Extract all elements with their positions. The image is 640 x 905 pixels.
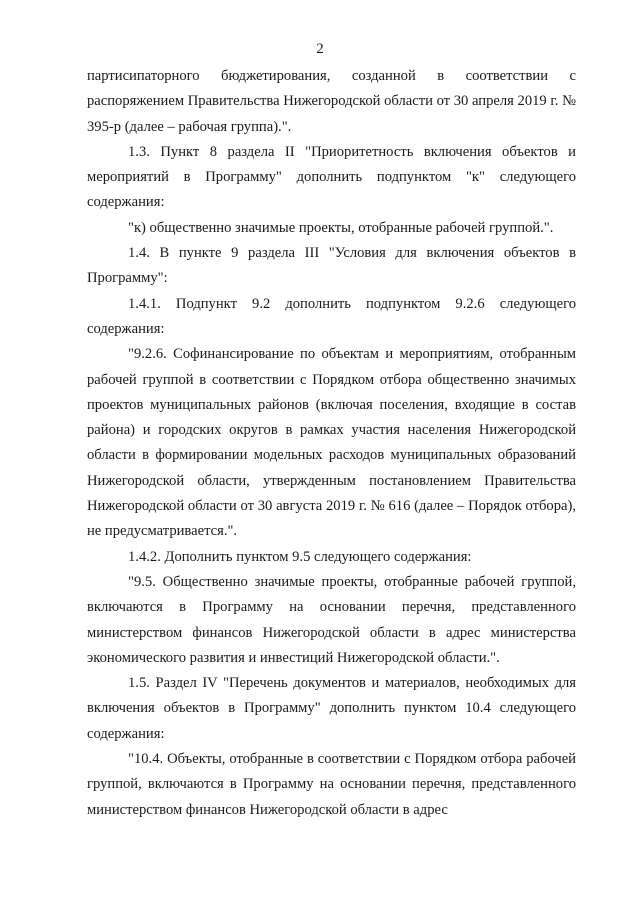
paragraph: "10.4. Объекты, отобранные в соответствии с Порядком отбора рабочей группой, включаются в Программу на основании перечня, представленного министерством финансов Нижегородской области в адрес — [87, 751, 576, 818]
paragraph: 1.4.2. Дополнить пунктом 9.5 следующего содержания: — [128, 548, 472, 565]
paragraph: 1.4.1. Подпункт 9.2 дополнить подпунктом 9.2.6 следующего содержания: — [87, 295, 576, 337]
paragraph: 1.4. В пункте 9 раздела III "Условия для включения объектов в Программу": — [87, 245, 576, 287]
paragraph: 1.5. Раздел IV "Перечень документов и материалов, необходимых для включения объектов в Программу" дополнить пунктом 10.4 следующего содержания: — [87, 675, 576, 742]
page-number: 2 — [316, 41, 324, 57]
paragraph: "9.2.6. Софинансирование по объектам и мероприятиям, отобранным рабочей группой в соответствии с Порядком отбора общественно значимых проектов муниципальных районов (включая поселения, входящие в состав района) и городских округов в рамках участия населения Нижегородской области в формировании модельных расходов муниципальных образований Нижегородской области, утвержденным постановлением Правительства Нижегородской области от 30 августа 2019 г. № 616 (далее – Порядок отбора), не предусматривается.". — [87, 346, 576, 540]
paragraph: "9.5. Общественно значимые проекты, отобранные рабочей группой, включаются в Программу на основании перечня, представленного министерством финансов Нижегородской области в адрес министерства экономического развития и инвестиций Нижегородской области.". — [87, 573, 576, 666]
document-body — [87, 64, 576, 823]
paragraph: партисипаторного бюджетирования, созданной в соответствии с распоряжением Правительства Нижегородской области от 30 апреля 2019 г. № 395-р (далее – рабочая группа).". — [87, 68, 576, 135]
paragraph: "к) общественно значимые проекты, отобранные рабочей группой.". — [128, 219, 554, 236]
paragraph: 1.3. Пункт 8 раздела II "Приоритетность включения объектов и мероприятий в Программу" дополнить подпунктом "к" следующего содержания: — [87, 143, 576, 211]
